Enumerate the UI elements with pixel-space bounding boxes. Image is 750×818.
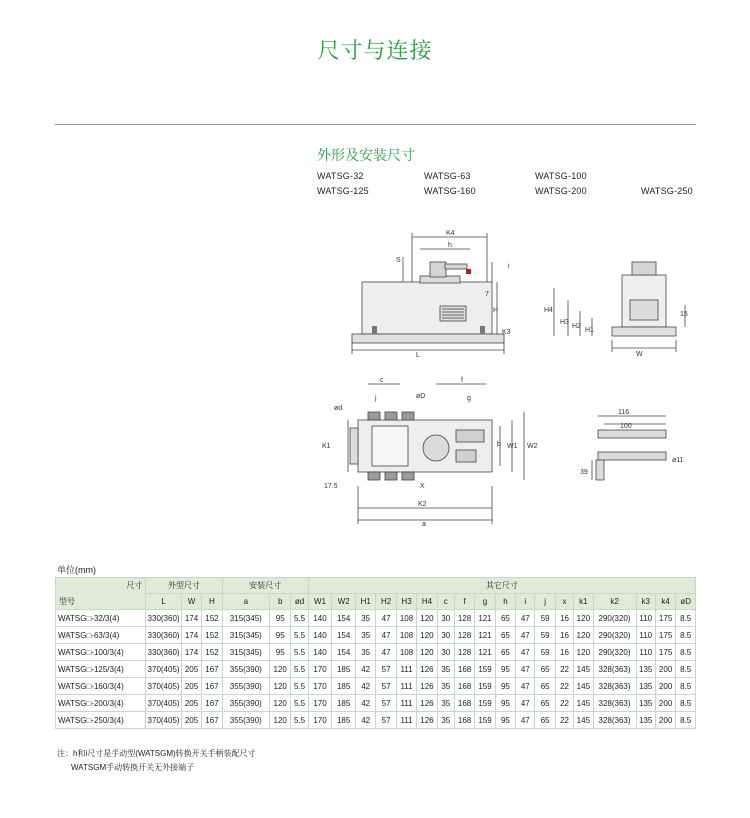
- table-cell: 175: [655, 610, 675, 627]
- table-cell: 121: [475, 644, 495, 661]
- footnote: WATSGM手动转换开关无外接端子: [71, 763, 195, 772]
- table-cell: 140: [308, 627, 332, 644]
- table-cell: 121: [475, 627, 495, 644]
- dim-label: ø11: [672, 457, 684, 464]
- group-header: 安装尺寸: [222, 578, 308, 594]
- table-row: [56, 627, 696, 644]
- column-header: H1: [355, 594, 375, 610]
- table-row: [56, 661, 696, 678]
- dim-label: 100: [620, 423, 632, 430]
- dim-label: h: [448, 242, 452, 249]
- table-cell: 42: [355, 661, 375, 678]
- table-cell: 5.5: [291, 627, 308, 644]
- table-cell: 111: [396, 712, 416, 729]
- table-cell: 111: [396, 678, 416, 695]
- table-cell: 35: [355, 644, 375, 661]
- table-cell: 22: [555, 661, 573, 678]
- table-cell: 330(360): [146, 610, 181, 627]
- dim-label: K1: [322, 443, 331, 450]
- table-cell: 170: [308, 712, 332, 729]
- table-cell: 95: [495, 661, 515, 678]
- table-cell: 95: [269, 610, 291, 627]
- table-cell: 174: [181, 610, 201, 627]
- table-cell: 22: [555, 712, 573, 729]
- dim-label: W: [636, 351, 643, 358]
- column-header: k4: [655, 594, 675, 610]
- table-cell: 200: [655, 661, 675, 678]
- table-cell: 355(390): [222, 661, 269, 678]
- table-cell: 47: [376, 644, 396, 661]
- table-corner-header: 尺寸 型号: [56, 578, 146, 610]
- table-cell: 108: [396, 610, 416, 627]
- table-cell: 370(405): [146, 712, 181, 729]
- table-cell: 22: [555, 678, 573, 695]
- table-cell: 120: [269, 678, 291, 695]
- table-cell: 154: [332, 627, 356, 644]
- table-cell: 315(345): [222, 610, 269, 627]
- table-cell: 95: [495, 678, 515, 695]
- table-cell: 8.5: [676, 661, 696, 678]
- dim-label: H4: [544, 307, 553, 314]
- table-cell: 174: [181, 627, 201, 644]
- table-cell: 159: [475, 661, 495, 678]
- model-label: WATSG-200: [535, 186, 587, 196]
- column-header: x: [555, 594, 573, 610]
- table-cell: 135: [636, 695, 655, 712]
- table-cell: 355(390): [222, 712, 269, 729]
- table-cell: 152: [202, 627, 222, 644]
- table-cell: 57: [376, 695, 396, 712]
- table-cell: 47: [516, 610, 535, 627]
- column-header: h: [495, 594, 515, 610]
- table-cell: 145: [574, 678, 593, 695]
- dim-label: L: [416, 352, 420, 359]
- column-header: f: [454, 594, 474, 610]
- table-cell: 59: [535, 610, 555, 627]
- table-cell: 205: [181, 695, 201, 712]
- model-label: WATSG-125: [317, 186, 369, 196]
- dim-label: H3: [560, 319, 569, 326]
- column-header: W1: [308, 594, 332, 610]
- model-cell: WATSG□-32/3(4): [56, 610, 146, 627]
- table-cell: 185: [332, 695, 356, 712]
- dim-label: X: [420, 483, 425, 490]
- table-cell: 126: [417, 712, 437, 729]
- table-cell: 57: [376, 712, 396, 729]
- table-cell: 57: [376, 661, 396, 678]
- dim-label: W2: [527, 443, 538, 450]
- table-cell: 30: [437, 610, 454, 627]
- table-cell: 328(363): [593, 661, 636, 678]
- model-cell: WATSG□-200/3(4): [56, 695, 146, 712]
- column-header: k1: [574, 594, 593, 610]
- table-cell: 5.5: [291, 678, 308, 695]
- group-header: 其它尺寸: [308, 578, 695, 594]
- table-cell: 355(390): [222, 678, 269, 695]
- table-cell: 65: [535, 695, 555, 712]
- table-cell: 145: [574, 712, 593, 729]
- table-cell: 168: [454, 695, 474, 712]
- table-cell: 35: [437, 695, 454, 712]
- table-cell: 95: [269, 644, 291, 661]
- table-row: [56, 644, 696, 661]
- dim-label: i: [508, 263, 510, 270]
- column-header: g: [475, 594, 495, 610]
- model-cell: WATSG□-125/3(4): [56, 661, 146, 678]
- column-header: W2: [332, 594, 356, 610]
- table-cell: 8.5: [676, 610, 696, 627]
- table-cell: 205: [181, 712, 201, 729]
- table-cell: 47: [516, 695, 535, 712]
- table-cell: 185: [332, 678, 356, 695]
- column-header: j: [535, 594, 555, 610]
- table-cell: 95: [495, 712, 515, 729]
- dim-label: ød: [334, 405, 343, 412]
- top-view-drawing: [348, 384, 524, 524]
- table-cell: 145: [574, 661, 593, 678]
- table-cell: 167: [202, 678, 222, 695]
- table-row: [56, 678, 696, 695]
- group-header: 外型尺寸: [146, 578, 222, 594]
- model-label: WATSG-63: [424, 171, 471, 181]
- table-cell: 5.5: [291, 712, 308, 729]
- footnote: 注：h和i尺寸是手动型(WATSGM)转换开关手柄装配尺寸: [57, 749, 256, 758]
- table-cell: 370(405): [146, 695, 181, 712]
- column-header: a: [222, 594, 269, 610]
- table-cell: 65: [535, 712, 555, 729]
- table-cell: 290(320): [593, 644, 636, 661]
- table-cell: 120: [269, 661, 291, 678]
- dim-label: K3: [502, 329, 511, 336]
- table-cell: 135: [636, 661, 655, 678]
- dim-label: c: [380, 377, 384, 384]
- table-cell: 152: [202, 610, 222, 627]
- column-header: H: [202, 594, 222, 610]
- table-cell: 200: [655, 678, 675, 695]
- table-cell: 8.5: [676, 678, 696, 695]
- table-cell: 47: [516, 644, 535, 661]
- table-cell: 8.5: [676, 627, 696, 644]
- table-cell: 200: [655, 712, 675, 729]
- column-header: b: [269, 594, 291, 610]
- table-cell: 370(405): [146, 661, 181, 678]
- table-cell: 110: [636, 644, 655, 661]
- table-cell: 152: [202, 644, 222, 661]
- model-cell: WATSG□-160/3(4): [56, 678, 146, 695]
- column-header: k2: [593, 594, 636, 610]
- table-cell: 120: [417, 644, 437, 661]
- table-cell: 30: [437, 644, 454, 661]
- table-cell: 328(363): [593, 678, 636, 695]
- table-cell: 35: [437, 678, 454, 695]
- column-header: H2: [376, 594, 396, 610]
- column-header: i: [516, 594, 535, 610]
- table-cell: 121: [475, 610, 495, 627]
- table-cell: 47: [376, 610, 396, 627]
- column-header: H3: [396, 594, 416, 610]
- table-cell: 126: [417, 695, 437, 712]
- table-cell: 174: [181, 644, 201, 661]
- table-cell: 330(360): [146, 627, 181, 644]
- table-cell: 5.5: [291, 661, 308, 678]
- column-header: ød: [291, 594, 308, 610]
- table-cell: 47: [516, 661, 535, 678]
- model-label: WATSG-100: [535, 171, 587, 181]
- model-cell: WATSG□-63/3(4): [56, 627, 146, 644]
- dim-label: W1: [507, 443, 518, 450]
- table-cell: 8.5: [676, 712, 696, 729]
- table-cell: 65: [495, 610, 515, 627]
- dim-label: H1: [585, 327, 594, 334]
- dim-label: g: [467, 395, 471, 402]
- table-cell: 154: [332, 644, 356, 661]
- table-cell: 355(390): [222, 695, 269, 712]
- table-cell: 42: [355, 678, 375, 695]
- table-cell: 35: [437, 661, 454, 678]
- table-cell: 167: [202, 695, 222, 712]
- table-cell: 126: [417, 661, 437, 678]
- table-cell: 65: [535, 661, 555, 678]
- model-label: WATSG-250: [641, 186, 693, 196]
- table-cell: 16: [555, 644, 573, 661]
- table-cell: 95: [495, 695, 515, 712]
- dim-label: 39: [580, 469, 588, 476]
- table-cell: 30: [437, 627, 454, 644]
- side-view-drawing: [554, 262, 685, 352]
- page-title: 尺寸与连接: [317, 39, 433, 64]
- table-cell: 159: [475, 678, 495, 695]
- table-cell: 170: [308, 678, 332, 695]
- table-cell: 328(363): [593, 695, 636, 712]
- column-header: L: [146, 594, 181, 610]
- table-cell: 108: [396, 627, 416, 644]
- table-cell: 167: [202, 712, 222, 729]
- table-cell: 42: [355, 695, 375, 712]
- table-cell: 16: [555, 610, 573, 627]
- table-cell: 205: [181, 678, 201, 695]
- column-header: H4: [417, 594, 437, 610]
- table-cell: 330(360): [146, 644, 181, 661]
- table-cell: 140: [308, 644, 332, 661]
- front-view-drawing: [352, 233, 504, 354]
- column-header: c: [437, 594, 454, 610]
- dim-label: K4: [446, 230, 455, 237]
- table-cell: 315(345): [222, 627, 269, 644]
- table-cell: 110: [636, 610, 655, 627]
- table-cell: 159: [475, 695, 495, 712]
- table-cell: 120: [269, 695, 291, 712]
- table-cell: 95: [269, 627, 291, 644]
- table-cell: 175: [655, 644, 675, 661]
- dim-label: H2: [572, 323, 581, 330]
- table-cell: 170: [308, 695, 332, 712]
- table-cell: 47: [376, 627, 396, 644]
- table-cell: 111: [396, 695, 416, 712]
- table-cell: 5.5: [291, 695, 308, 712]
- table-cell: 59: [535, 644, 555, 661]
- table-cell: 185: [332, 661, 356, 678]
- dim-label: 15: [680, 311, 688, 318]
- table-cell: 120: [574, 644, 593, 661]
- table-cell: 42: [355, 712, 375, 729]
- table-cell: 59: [535, 627, 555, 644]
- table-cell: 65: [535, 678, 555, 695]
- table-row: [56, 712, 696, 729]
- table-cell: 175: [655, 627, 675, 644]
- dim-label: K2: [418, 501, 427, 508]
- table-cell: 35: [355, 627, 375, 644]
- table-row: [56, 610, 696, 627]
- dim-label: 7: [485, 291, 489, 298]
- table-row: [56, 695, 696, 712]
- table-cell: 168: [454, 661, 474, 678]
- table-cell: 159: [475, 712, 495, 729]
- unit-label: 单位(mm): [57, 565, 96, 575]
- table-cell: 8.5: [676, 695, 696, 712]
- table-cell: 135: [636, 712, 655, 729]
- table-cell: 154: [332, 610, 356, 627]
- column-header: øD: [676, 594, 696, 610]
- table-cell: 290(320): [593, 627, 636, 644]
- table-cell: 205: [181, 661, 201, 678]
- dim-label: 17.5: [324, 483, 338, 490]
- dim-label: b: [497, 441, 501, 448]
- table-cell: 120: [574, 610, 593, 627]
- column-header: k3: [636, 594, 655, 610]
- table-cell: 5.5: [291, 644, 308, 661]
- dim-label: a: [422, 521, 426, 528]
- table-cell: 35: [355, 610, 375, 627]
- table-cell: 22: [555, 695, 573, 712]
- table-cell: 65: [495, 627, 515, 644]
- table-cell: 135: [636, 678, 655, 695]
- table-cell: 185: [332, 712, 356, 729]
- table-cell: 108: [396, 644, 416, 661]
- table-cell: 315(345): [222, 644, 269, 661]
- table-cell: 328(363): [593, 712, 636, 729]
- table-cell: 120: [417, 627, 437, 644]
- table-cell: 16: [555, 627, 573, 644]
- model-cell: WATSG□-100/3(4): [56, 644, 146, 661]
- section-subtitle: 外形及安装尺寸: [317, 148, 415, 164]
- dim-label: H: [493, 307, 499, 314]
- table-cell: 140: [308, 610, 332, 627]
- table-cell: 5.5: [291, 610, 308, 627]
- model-cell: WATSG□-250/3(4): [56, 712, 146, 729]
- dim-label: j: [375, 395, 377, 402]
- column-header: W: [181, 594, 201, 610]
- table-cell: 47: [516, 678, 535, 695]
- table-cell: 47: [516, 712, 535, 729]
- table-cell: 65: [495, 644, 515, 661]
- table-cell: 290(320): [593, 610, 636, 627]
- dim-label: 116: [618, 409, 630, 416]
- table-cell: 35: [437, 712, 454, 729]
- table-cell: 168: [454, 678, 474, 695]
- table-cell: 200: [655, 695, 675, 712]
- table-cell: 145: [574, 695, 593, 712]
- table-cell: 8.5: [676, 644, 696, 661]
- table-cell: 47: [516, 627, 535, 644]
- table-cell: 57: [376, 678, 396, 695]
- table-cell: 120: [269, 712, 291, 729]
- table-cell: 120: [574, 627, 593, 644]
- table-cell: 110: [636, 627, 655, 644]
- table-cell: 167: [202, 661, 222, 678]
- table-cell: 128: [454, 627, 474, 644]
- table-cell: 370(405): [146, 678, 181, 695]
- table-cell: 128: [454, 644, 474, 661]
- dim-label: øD: [416, 393, 426, 400]
- table-cell: 111: [396, 661, 416, 678]
- dim-label: f: [461, 377, 463, 384]
- table-cell: 126: [417, 678, 437, 695]
- table-cell: 168: [454, 712, 474, 729]
- dim-label: S: [396, 257, 401, 264]
- table-cell: 170: [308, 661, 332, 678]
- model-label: WATSG-160: [424, 186, 476, 196]
- table-cell: 120: [417, 610, 437, 627]
- model-label: WATSG-32: [317, 171, 364, 181]
- dimension-table: [55, 577, 696, 729]
- table-cell: 128: [454, 610, 474, 627]
